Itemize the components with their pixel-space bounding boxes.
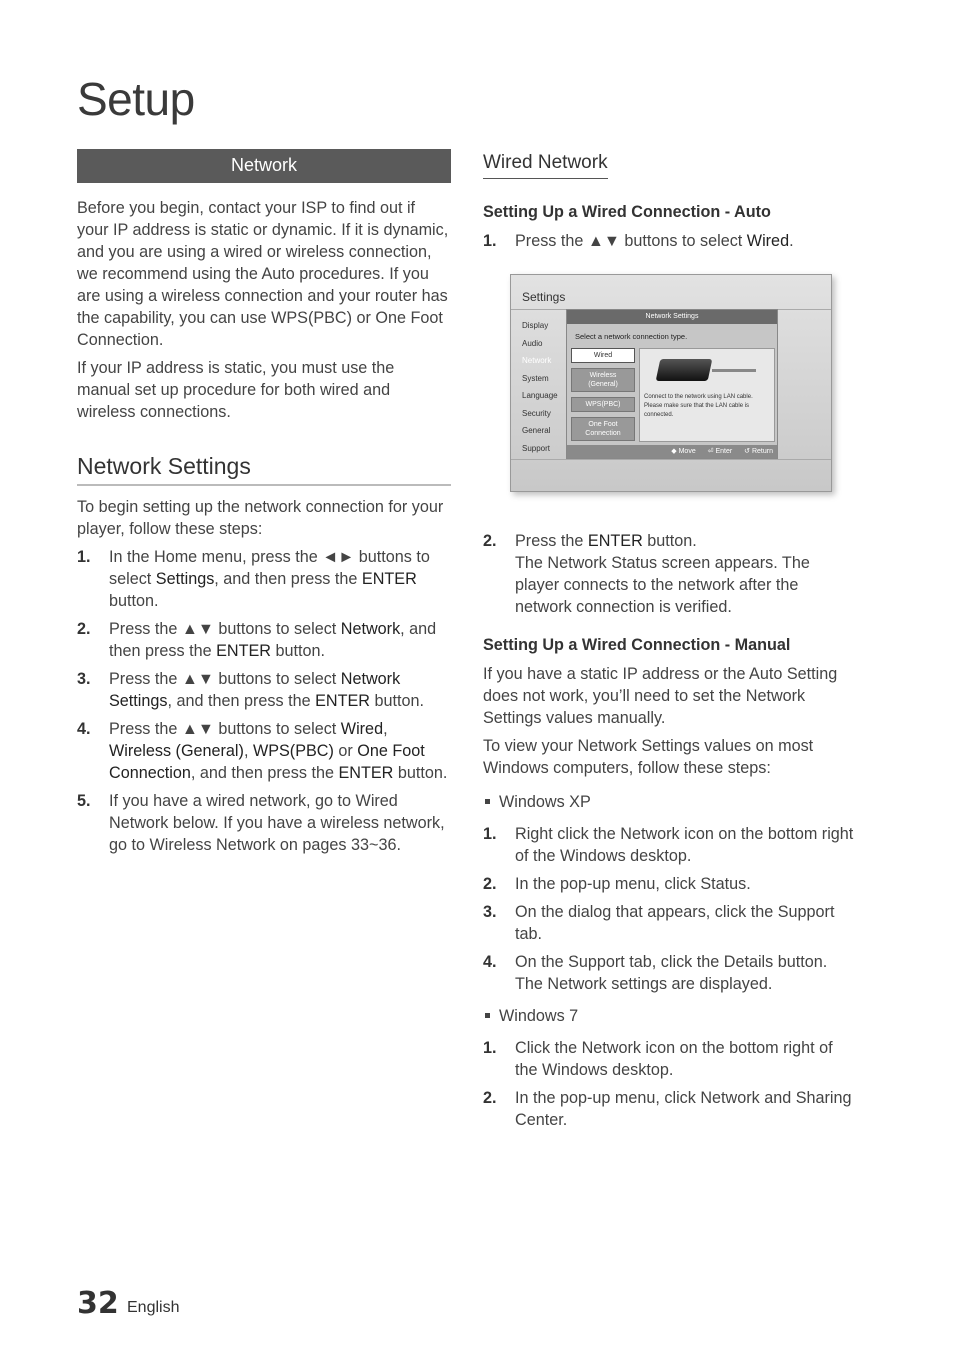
auto-step-1 [483,230,855,252]
step-text: or [333,742,358,760]
step-number: 5. [77,792,91,810]
windows-7-label: Windows 7 [499,1007,579,1025]
screen-menu [522,317,558,457]
step-text: If you have a wired network, go to Wired Network below. If you have a wireless network, go to Wireless Network on pages 33~36. [109,792,445,854]
step-item [483,823,855,867]
manual-paragraph-1: If you have a static IP address or the Auto Setting does not work, you’ll need to set the Network Settings values manually. [483,665,838,727]
step-item [483,901,855,945]
page-number: 32 [77,1286,119,1321]
step-keyword: Wired [340,720,384,738]
connection-option[interactable]: Wireless (General) [571,368,635,392]
windows-7-bullet [483,1005,855,1027]
step-number: 4. [483,953,497,971]
step-number: 2. [483,875,497,893]
step-item [77,618,451,662]
step-number: 2. [77,620,91,638]
step-keyword: Settings [155,570,215,588]
step-item [77,790,451,856]
step-item [483,1037,855,1081]
step-text: Press the ▲▼ buttons to select [109,720,341,738]
step-number: 1. [483,825,497,843]
step-number: 1. [483,232,497,250]
screen-menu-item-audio[interactable]: Audio [522,338,543,348]
step-number: 1. [483,1039,497,1057]
panel-subtitle: Select a network connection type. [575,332,688,341]
step-text: button. [109,592,159,610]
auto-step-2 [483,530,855,618]
step-text: Press the [515,532,588,550]
step-keyword: Wireless (General) [109,742,244,760]
enter-hint: ⏎ Enter [707,448,733,455]
connection-option[interactable]: One Foot Connection [571,417,635,441]
move-hint: ◆ Move [671,448,696,455]
bullet-square-icon [485,799,490,804]
step-text: button. [270,642,325,660]
connection-option[interactable]: WPS(PBC) [571,397,635,412]
connection-options [571,348,635,446]
step-item [483,1087,855,1131]
step-text: , and then press the [214,570,362,588]
windows-xp-label: Windows XP [499,793,591,811]
network-settings-heading: Network Settings [77,453,451,486]
screen-bottom-divider [511,459,831,460]
windows-7-steps [483,1037,855,1131]
info-text: Connect to the network using LAN cable. Please make sure that the LAN cable is connected. [644,394,753,418]
step-item [483,873,855,895]
step-text: On the dialog that appears, click the Support tab. [515,903,835,943]
step-text: Right click the Network icon on the bottom right of the Windows desktop. [515,825,854,865]
step-number: 2. [483,532,497,550]
step-keyword: One Foot Connection [109,742,425,782]
step-text: button. [393,764,448,782]
step-text: On the Support tab, click the Details button. The Network settings are displayed. [515,953,828,993]
intro-paragraph-2: If your IP address is static, you must use the manual set up procedure for both wired and wireless connections. [77,359,395,421]
wired-auto-heading: Setting Up a Wired Connection - Auto [483,203,771,221]
step-keyword: ENTER [338,764,394,782]
screen-menu-item-security[interactable]: Security [522,408,551,418]
return-hint: ↺ Return [744,448,773,455]
screen-menu-item-language[interactable]: Language [522,391,558,400]
step-number: 4. [77,720,91,738]
step-item [77,546,451,612]
step-item [77,668,451,712]
panel-footer [567,445,777,458]
settings-screen-illustration [510,274,832,492]
step-item [483,530,855,618]
step-text: Press the ▲▼ buttons to select [109,670,341,688]
right-column [483,149,855,1137]
step-number: 3. [77,670,91,688]
connection-option[interactable]: Wired [571,348,635,363]
step-text: button. The Network Status screen appears. The player connects to the network after the network connection is verified. [515,532,810,616]
step-text: , [383,720,388,738]
bullet-square-icon [485,1013,490,1018]
step-keyword: ENTER [216,642,271,660]
screen-menu-item-system[interactable]: System [522,373,549,383]
left-column [77,149,451,862]
step-keyword: Network [340,620,401,638]
manual-paragraph-2: To view your Network Settings values on most Windows computers, follow these steps: [483,737,814,777]
page-title: Setup [77,73,195,125]
network-settings-panel [566,309,778,459]
step-text: Press the ▲▼ buttons to select [109,620,341,638]
screen-menu-item-general[interactable]: General [522,426,551,435]
info-box [639,348,775,442]
screen-menu-item-network[interactable]: Network [522,356,552,365]
step-item [483,951,855,995]
step-number: 2. [483,1089,497,1107]
windows-xp-steps [483,823,855,995]
step-keyword: Network Settings [109,670,401,710]
screen-title: Settings [522,290,566,304]
step-text: , [243,742,253,760]
windows-xp-bullet [483,791,855,813]
step-text: In the pop-up menu, click Status. [515,875,751,893]
step-keyword: ENTER [315,692,370,710]
step-keyword: ENTER [587,532,643,550]
step-item [483,230,855,252]
step-number: 3. [483,903,497,921]
wired-network-heading: Wired Network [483,152,608,179]
step-item [77,718,451,784]
screen-menu-item-support[interactable]: Support [522,443,551,453]
step-text: , and then press the [190,764,339,782]
step-text: Click the Network icon on the bottom right of the Windows desktop. [515,1039,833,1079]
intro-paragraph-1: Before you begin, contact your ISP to find out if your IP address is static or dynamic. If it is dynamic, and you are using a wired or wireless connection, we recommend using the Auto procedures. If you are using a wireless connection and your router has the capability, you can use WPS(PBC) or One Foot Connection. [77,199,449,349]
step-text: , and then press the [167,692,316,710]
wired-manual-heading: Setting Up a Wired Connection - Manual [483,636,791,654]
player-device-icon [656,359,713,381]
step-number: 1. [77,548,91,566]
step-text: button. [369,692,424,710]
step-keyword: ENTER [361,570,417,588]
step-text: In the pop-up menu, click Network and Sharing Center. [515,1089,852,1129]
screen-menu-item-display[interactable]: Display [522,321,549,330]
step-text: In the Home menu, press the ◄► buttons to select [109,548,430,588]
step-text: , and then press the [109,620,437,660]
lan-cable-icon [712,369,756,372]
step-text: Press the ▲▼ buttons to select [515,232,747,250]
network-settings-steps [77,546,451,856]
network-settings-intro: To begin setting up the network connection for your player, follow these steps: [77,498,444,538]
panel-title: Network Settings [567,310,777,324]
step-keyword: WPS(PBC) [252,742,334,760]
network-section-bar: Network [77,149,451,183]
page-language: English [127,1299,180,1316]
step-keyword: Wired [746,232,790,250]
step-text: . [789,232,794,250]
